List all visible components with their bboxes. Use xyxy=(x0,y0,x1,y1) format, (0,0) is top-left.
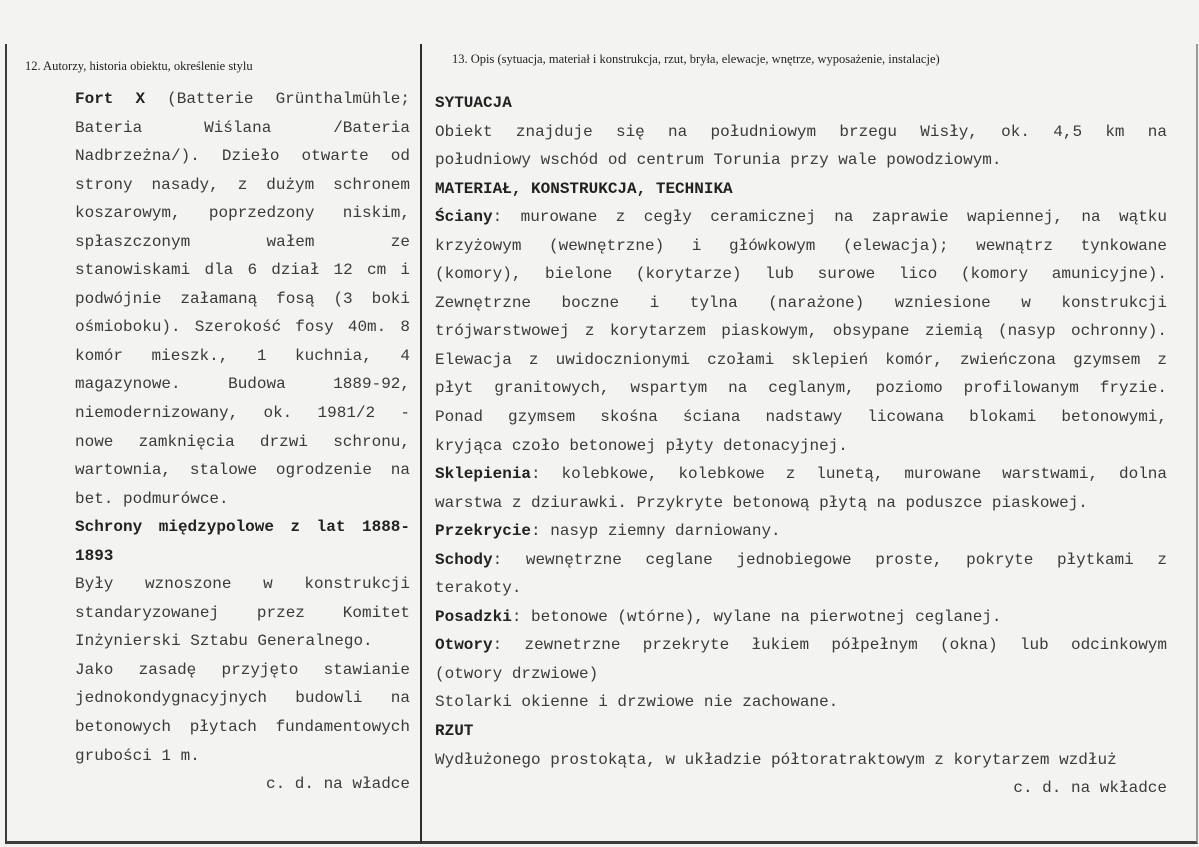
continuation-note xyxy=(75,770,410,799)
text-line xyxy=(75,285,410,314)
text-line xyxy=(435,717,1167,746)
continuation-note xyxy=(435,774,1167,803)
line-text: trójwarstwowej z korytarzem piaskowym, obsypane ziemią (nasyp ochronny). xyxy=(435,322,1167,341)
bold-label: RZUT xyxy=(435,722,474,741)
line-text: strony nasady, z dużym schronem xyxy=(75,175,410,194)
text-line xyxy=(435,489,1167,518)
line-text: ośmioboku). Szerokość fosy 40m. 8 xyxy=(75,318,410,337)
text-line xyxy=(435,660,1167,689)
line-text: nowe zamknięcia drzwi schronu, xyxy=(75,432,410,451)
text-line xyxy=(435,432,1167,461)
description-text-column xyxy=(435,89,1167,803)
text-line xyxy=(75,114,410,143)
bold-label: Posadzki xyxy=(435,607,512,626)
line-text: (komory), bielone (korytarze) lub surowe lico (komory amunicyjne). xyxy=(435,265,1167,284)
line-text: krzyżowym (wewnętrzne) i główkowym (elewacja); wewnątrz tynkowane xyxy=(435,236,1167,255)
bold-label: Przekrycie xyxy=(435,522,532,541)
text-line xyxy=(435,203,1167,232)
text-line xyxy=(435,631,1167,660)
history-text-column xyxy=(75,85,410,799)
text-line xyxy=(435,175,1167,204)
line-text: Ponad gzymsem skośna ściana nadstawy licowana blokami betonowymi, xyxy=(435,408,1167,427)
line-text: : wewnętrzne ceglane jednobiegowe proste, pokryte płytkami z xyxy=(492,550,1167,569)
text-line xyxy=(435,232,1167,261)
text-line xyxy=(435,260,1167,289)
text-line xyxy=(435,603,1167,632)
text-line xyxy=(435,374,1167,403)
line-text: Były wznoszone w konstrukcji xyxy=(75,575,410,594)
line-text: terakoty. xyxy=(435,579,522,598)
line-text: stanowiskami dla 6 dział 12 cm i xyxy=(75,261,410,280)
text-line xyxy=(75,456,410,485)
line-text: standaryzowanej przez Komitet xyxy=(75,603,410,622)
line-text: (otwory drzwiowe) xyxy=(435,664,599,683)
line-text: płyt granitowych, wspartym na ceglanym, poziomo profilowanym fryzie. xyxy=(435,379,1167,398)
line-text: magazynowe. Budowa 1889-92, xyxy=(75,375,410,394)
text-line xyxy=(435,460,1167,489)
text-line xyxy=(75,713,410,742)
line-text: Inżynierski Sztabu Generalnego. xyxy=(75,632,373,651)
bold-label: 1893 xyxy=(75,546,114,565)
line-text: betonowych płytach fundamentowych xyxy=(75,718,410,737)
bold-label: Sklepienia xyxy=(435,465,532,484)
text-line xyxy=(75,370,410,399)
text-line xyxy=(75,428,410,457)
text-line xyxy=(75,684,410,713)
text-line xyxy=(75,171,410,200)
text-line xyxy=(75,513,410,542)
line-text: Stolarki okienne i drzwiowe nie zachowane. xyxy=(435,693,839,712)
text-line xyxy=(435,688,1167,717)
line-text: : betonowe (wtórne), wylane na pierwotnej ceglanej. xyxy=(511,607,1002,626)
text-line xyxy=(435,746,1167,775)
line-text: koszarowym, poprzedzony niskim, xyxy=(75,204,410,223)
column-divider xyxy=(420,44,422,844)
line-text: Zewnętrzne boczne i tylna (narażone) wzniesione w konstrukcji xyxy=(435,293,1167,312)
text-line xyxy=(75,542,410,571)
text-line xyxy=(75,742,410,771)
line-text: warstwa z dziurawki. Przykryte betonową płytą na poduszce piaskowej. xyxy=(435,493,1088,512)
text-line xyxy=(435,346,1167,375)
text-line xyxy=(75,399,410,428)
text-line xyxy=(435,574,1167,603)
line-text: Elewacja z uwidocznionymi czołami sklepień komór, zwieńczona gzymsem z xyxy=(435,350,1167,369)
text-line xyxy=(75,142,410,171)
text-line xyxy=(435,403,1167,432)
line-text: c. d. na władce xyxy=(265,775,410,794)
text-line xyxy=(75,85,410,114)
text-line xyxy=(75,656,410,685)
line-text: c. d. na wkładce xyxy=(1013,779,1167,798)
text-line xyxy=(435,546,1167,575)
section-12-header: 12. Autorzy, historia obiektu, określenie stylu xyxy=(25,59,253,73)
text-line xyxy=(435,118,1167,147)
bold-label: MATERIAŁ, KONSTRUKCJA, TECHNIKA xyxy=(435,179,733,198)
text-line xyxy=(75,313,410,342)
line-text: Wydłużonego prostokąta, w układzie półtoratraktowym z korytarzem wzdłuż xyxy=(435,750,1117,769)
line-text: : kolebkowe, kolebkowe z lunetą, murowane warstwami, dolna xyxy=(531,465,1167,484)
bold-label: Schody xyxy=(435,550,493,569)
bold-label: Ściany xyxy=(435,208,493,227)
bold-label: Fort X xyxy=(75,90,146,108)
line-text: Obiekt znajduje się na południowym brzegu Wisły, ok. 4,5 km na xyxy=(435,122,1167,141)
line-text: Nadbrzeżna/). Dzieło otwarte od xyxy=(75,147,410,166)
line-text: (Batterie Grünthalmühle; xyxy=(145,90,410,108)
text-line xyxy=(435,146,1167,175)
line-text: jednokondygnacyjnych budowli na xyxy=(75,689,410,708)
text-line xyxy=(75,199,410,228)
bold-label: Otwory xyxy=(435,636,493,655)
section-13-header: 13. Opis (sytuacja, materiał i konstrukcja, rzut, bryła, elewacje, wnętrze, wyposażenie, instalacje) xyxy=(452,52,940,66)
line-text: niemodernizowany, ok. 1981/2 - xyxy=(75,404,410,423)
line-text: spłaszczonym wałem ze xyxy=(75,232,410,251)
text-line xyxy=(435,317,1167,346)
text-line xyxy=(75,570,410,599)
line-text: południowy wschód od centrum Torunia przy wale powodziowym. xyxy=(435,151,1002,170)
line-text: podwójnie załamaną fosą (3 boki xyxy=(75,289,410,308)
line-text: kryjąca czoło betonowej płyty detonacyjnej. xyxy=(435,436,848,455)
text-line xyxy=(75,342,410,371)
text-line xyxy=(435,89,1167,118)
line-text: : nasyp ziemny darniowany. xyxy=(531,522,781,541)
line-text: grubości 1 m. xyxy=(75,746,200,765)
line-text: : zewnetrzne przekryte łukiem półpełnym (okna) lub odcinkowym xyxy=(492,636,1167,655)
text-line xyxy=(75,485,410,514)
text-line xyxy=(435,517,1167,546)
text-line xyxy=(75,256,410,285)
line-text: : murowane z cegły ceramicznej na zaprawie wapiennej, na wątku xyxy=(492,208,1167,227)
text-line xyxy=(75,228,410,257)
bold-label: SYTUACJA xyxy=(435,94,512,112)
line-text: komór mieszk., 1 kuchnia, 4 xyxy=(75,346,410,365)
line-text: Bateria Wiślana /Bateria xyxy=(75,118,410,137)
line-text: Jako zasadę przyjęto stawianie xyxy=(75,660,410,679)
text-line xyxy=(435,289,1167,318)
line-text: bet. podmurówce. xyxy=(75,489,229,508)
bold-label: Schrony międzypolowe z lat 1888- xyxy=(75,518,410,537)
line-text: wartownia, stalowe ogrodzenie na xyxy=(75,461,410,480)
text-line xyxy=(75,627,410,656)
text-line xyxy=(75,599,410,628)
